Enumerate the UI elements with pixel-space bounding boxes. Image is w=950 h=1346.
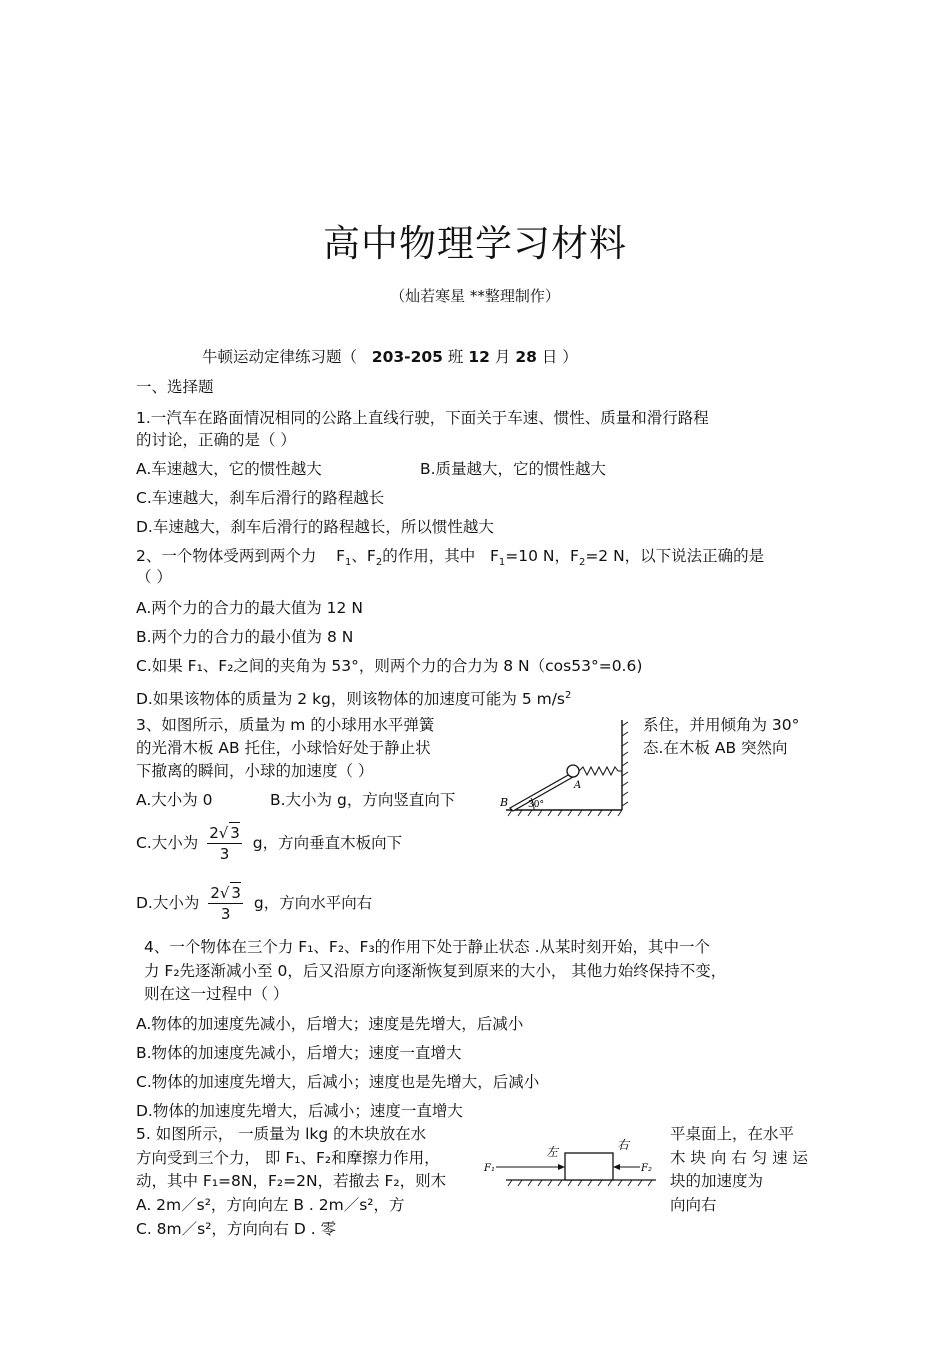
q5-option-line1-right: 向向右 <box>670 1196 717 1214</box>
header-day-num: 28 <box>515 348 537 366</box>
q2-val1: =10 N，F <box>505 547 579 565</box>
header-class: 203-205 <box>371 348 443 366</box>
q3-label-b: B <box>500 796 509 809</box>
q5-label-right: 右 <box>617 1138 630 1152</box>
q3-option-d <box>136 882 372 924</box>
q2-pre: 2、一个物体受两到两个力 <box>136 547 317 565</box>
q3-option-c-pre: C.大小为 <box>136 834 199 852</box>
q3-floor-hatch <box>508 810 622 816</box>
q3-option-c-post: g，方向垂直木板向下 <box>252 834 403 852</box>
q3-stem-line2-right: 态.在木板 AB 突然向 <box>643 739 788 757</box>
q4-option-a: A.物体的加速度先减小，后增大；速度是先增大，后减小 <box>136 1015 524 1033</box>
q2-option-d-text: D.如果该物体的质量为 2 kg，则该物体的加速度可能为 5 m/s <box>136 690 566 709</box>
q3-wall-hatch <box>622 722 628 806</box>
q1-option-c: C.车速越大，刹车后滑行的路程越长 <box>136 489 385 507</box>
q1-option-b: B.质量越大，它的惯性越大 <box>420 460 607 478</box>
q2-stem-line1 <box>136 545 764 574</box>
q2-f1-sub: 1 <box>345 557 352 569</box>
q1-stem-line2: 的讨论，正确的是（ ） <box>136 431 296 449</box>
subtitle: （灿若寒星 **整理制作） <box>390 287 560 305</box>
frac-radicand: 3 <box>231 884 241 902</box>
q5-f1-arrowhead <box>558 1164 565 1170</box>
q3-option-a: A.大小为 0 <box>136 791 213 809</box>
q2-stem-line2: （ ） <box>136 568 172 586</box>
q5-block <box>565 1153 613 1180</box>
q3-spring <box>579 767 622 775</box>
q2-f2b-sub: 2 <box>578 557 586 569</box>
q5-stem-line1-right: 平桌面上，在水平 <box>670 1125 795 1143</box>
frac-denominator: 3 <box>219 845 230 863</box>
q2-f1: F <box>336 547 346 565</box>
q5-stem-line3-left: 动，其中 F₁=8N，F₂=2N，若撤去 F₂，则木 <box>136 1172 447 1190</box>
q5-option-line1: A. 2m／s²，方向向左 B . 2m／s²，方 <box>136 1196 405 1214</box>
q2-sep: 、F <box>351 547 376 565</box>
q2-f1b-sub: 1 <box>498 557 506 569</box>
q4-option-b: B.物体的加速度先减小，后增大；速度一直增大 <box>136 1044 462 1062</box>
q3-option-b: B.大小为 g，方向竖直向下 <box>270 791 456 809</box>
q2-f2-sub: 2 <box>375 557 383 569</box>
q2-mid: 的作用，其中 <box>382 547 476 565</box>
q4-option-d: D.物体的加速度先增大，后减小；速度一直增大 <box>136 1102 463 1120</box>
frac-radicand: 3 <box>230 824 240 842</box>
exercise-header <box>202 346 578 368</box>
q3-stem-line1-left: 3、如图所示，质量为 m 的小球用水平弹簧 <box>136 716 435 734</box>
q3-label-angle: 30° <box>528 800 544 810</box>
q4-stem-line2: 力 F₂先逐渐减小至 0，后又沿原方向逐渐恢复到原来的大小， 其他力始终保持不变， <box>144 962 727 980</box>
q2-option-c: C.如果 F₁、F₂之间的夹角为 53°，则两个力的合力为 8 N（cos53°=0.6) <box>136 657 643 675</box>
q2-option-a: A.两个力的合力的最大值为 12 N <box>136 599 363 617</box>
q2-option-d <box>136 685 571 710</box>
q5-table-hatch <box>508 1180 652 1186</box>
page-title: 高中物理学习材料 <box>323 222 627 265</box>
q1-option-d: D.车速越大，刹车后滑行的路程越长，所以惯性越大 <box>136 518 494 536</box>
q3-option-d-post: g，方向水平向右 <box>253 894 373 912</box>
q5-stem-line2-right: 木 块 向 右 匀 速 运 <box>670 1149 809 1167</box>
q3-option-d-pre: D.大小为 <box>136 894 200 912</box>
q3-figure <box>498 716 633 818</box>
q3-ball <box>567 765 579 777</box>
q4-stem-line3: 则在这一过程中（ ） <box>144 985 289 1003</box>
header-month: 月 <box>494 348 511 366</box>
q5-stem-line3-right: 块的加速度为 <box>670 1172 764 1190</box>
frac-denominator: 3 <box>220 905 231 923</box>
q5-label-left: 左 <box>546 1145 559 1159</box>
q2-option-b: B.两个力的合力的最小值为 8 N <box>136 628 354 646</box>
q3-label-a: A <box>574 780 582 791</box>
q4-stem-line1: 4、一个物体在三个力 F₁、F₂、F₃的作用下处于静止状态 .从某时刻开始，其中一个 <box>144 938 711 956</box>
q3-stem-line2-left: 的光滑木板 AB 托住，小球恰好处于静止状 <box>136 739 431 757</box>
header-month-num: 12 <box>468 348 490 366</box>
q3-option-d-fraction: $\frac{2√ 3}{3}$ <box>210 884 241 923</box>
q5-stem-line1-left: 5. 如图所示， 一质量为 lkg 的木块放在水 <box>136 1125 427 1143</box>
q5-f2-arrowhead <box>613 1164 620 1170</box>
q1-stem-line1: 1.一汽车在路面情况相同的公路上直线行驶，下面关于车速、惯性、质量和滑行路程 <box>136 409 709 427</box>
q5-stem-line2-left: 方向受到三个力， 即 F₁、F₂和摩擦力作用， <box>136 1149 440 1167</box>
q1-option-a: A.车速越大，它的惯性越大 <box>136 460 322 478</box>
frac-coef: 2 <box>209 824 219 842</box>
q3-option-c <box>136 822 402 864</box>
header-prefix: 牛顿运动定律练习题（ <box>202 348 358 366</box>
q5-figure <box>480 1134 660 1190</box>
q4-option-c: C.物体的加速度先增大，后减小；速度也是先增大，后减小 <box>136 1073 540 1091</box>
section-heading: 一、选择题 <box>136 378 214 396</box>
header-day-tail: 日 ） <box>541 348 578 366</box>
q2-val2: =2 N，以下说法正确的是 <box>585 547 765 565</box>
q3-stem-line3: 下撤离的瞬间，小球的加速度（ ） <box>136 762 374 780</box>
q5-label-f2: F₂ <box>641 1163 652 1174</box>
q5-label-f1: F₁ <box>484 1163 495 1174</box>
q3-stem-line1-right: 系住，并用倾角为 30° <box>643 716 800 734</box>
q2-option-d-sup: 2 <box>565 690 572 701</box>
q2-f1b: F <box>489 547 499 565</box>
frac-coef: 2 <box>210 884 220 902</box>
q3-option-c-fraction: $\frac{2√ 3}{3}$ <box>209 824 240 863</box>
header-ban: 班 <box>447 348 464 366</box>
q5-option-line2: C. 8m／s²，方向向右 D . 零 <box>136 1220 337 1238</box>
